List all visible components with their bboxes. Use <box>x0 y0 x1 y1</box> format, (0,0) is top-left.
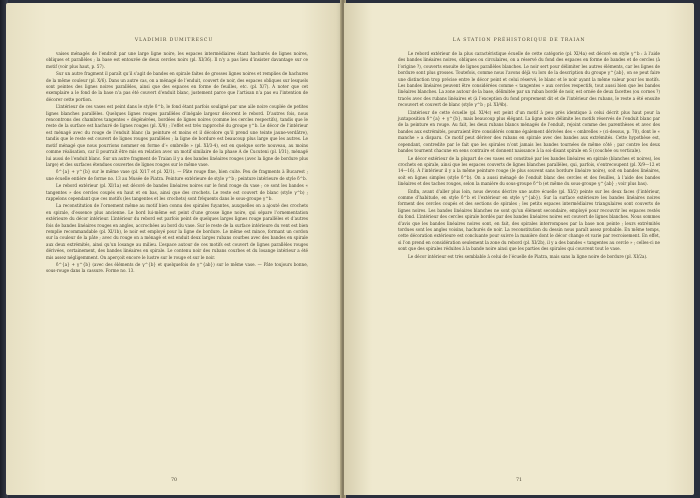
paragraph: Le rebord extérieur de la plus caractéristique écuelle de cette catégorie (pl. XI/4a) est décoré en style γ^b : à l’aide des bandes linéaires noires, obliques ou circulaires, on a réservé du fond des espaces en forme de bandes et de cercles (à l’origine ?), couverts ensuite de lignes parallèles blanches. Le noir sert pour délimiter les autres éléments, car les lignes de bordure sont plus grosses. Toutefois, comme nous l’avons déjà vu lors de la description du groupe γ^{ab}, on se peut faire une distinction trop précise entre le décor peint et celui réservé, le blanc et le noir ayant la même valeur pour les motifs. Les bandes linéaires peuvent être considérées comme « tangentes » aux cercles respectifs, tout aussi bien que les bandes linéaires blanches. La zone autour de la base, délimitée par un ruban bordé de noir, est ornée de deux facettes (ou cornes ?) tracés avec des rubans linéaires et (à l’exception du fond proprement dit et de l’intérieur des rubans, le reste a été ensuite recouvert et couvert de blanc (style γ^b ; pl. XI/4b). <box>398 51 660 108</box>
paragraph: Enfin, avant d’aller plus loin, nous devons décrire une autre écuelle (pl. XI/2) peinte sur les deux faces (l’intérieur, comme d’habitude, en style δ^b et l’extérieur en style γ^{ab}). Sur la surface extérieure les bandes linéaires noires forment des cercles coupés et des sections de spirales ; les petits espaces intermédiaires triangulaires sont couverts de lignes noires. Les bandes linéaires blanches ne sont qu’un élément secondaire, employé pour recouvrir les espaces restés du fond. L’intérieur des cercles spirale bordés par des bandes linéaires noires est couvert de lignes blanches. Nous sommes d’avis que les bandes linéaires noires sont, en fait, des spirales interrompues par la base non peinte ; leurs extrémités tordues sont les angles voisins, hachurés de noir. La reconstitution du dessin nous paraît assez probable. En même temps, cette décoration extérieure est concluante pour suivre la manière dont le décor change et varie par recroisement. En effet, si l’on prend en considération seulement la zone du rebord (pl. XI/2b), il y a des bandes « tangentes au cercle » ; celles-ci ne sont que des spirales réduites à la bande noire ainsi que les parties des spirales qui couvrent tout le vase. <box>398 188 661 252</box>
left-page-body <box>46 51 308 276</box>
paragraph: δ^{a} + γ^{b} sur le même vase (pl. X/17 et pl. XI/1). — Pâte rouge fine, bien cuite. Peu de fragments à Bucarest ; une écuelle entière de forme no. 13 au Musée de Piatra. Peinture extérieure de style γ^b ; peinture intérieure de style δ^b. <box>46 169 308 181</box>
running-header-right: LA STATION PRÉHISTORIQUE DE TRAIAN <box>452 38 586 43</box>
page-number-left: 70 <box>170 478 178 483</box>
running-header-left: VLADIMIR DUMITRESCU <box>134 38 214 43</box>
right-page-body <box>398 51 660 261</box>
paragraph: Sur un autre fragment il paraît qu’il s’agit de bandes en spirale faites de grosses lignes noires et remplies de hachures de la même couleur (pl. X/6). Dans un autre cas, on a ménagé de l’enduit, couvert de noir, des espaces obliques sur lesquels sont peintes des lignes noires parallèles, ainsi que des espaces en forme de feuilles, etc. (pl. X/7). À noter que cet exemplaire a le fond de la base n’a pas été couvert d’enduit blanc, justement parce que l’artisan n’a pas eu l’intention de décorer cette portion. <box>46 71 308 102</box>
paragraph: vaises ménagés de l’endroit par une large ligne noire, les espaces intermédiaires étant hachurés de lignes noires, obliques et parallèles ; la base est entourée de deux cercles noirs (pl. XI/36). Il n’y a pas lieu d’insister davantage sur ce motif (voir plus haut, p. 57). <box>46 51 308 69</box>
paragraph: Le décor intérieur est très semblable à celui de l’écuelle de Piatra, mais sans la ligne noire de bordure (pl. XI/2a). <box>408 253 648 259</box>
right-page <box>344 3 694 495</box>
paragraph: Le rebord extérieur (pl. XI/1a) est décoré de bandes linéaires noires sur le fond rouge du vase ; ce sont les bandes « tangentes » des cercles coupés en haut et en bas, ainsi que des crochets. Le reste est couvert de blanc (style γ^b) ; rappelons cependant que ces motifs (les tangentes et les crochets) sont fréquents dans le sous-groupe γ^b. <box>46 183 308 201</box>
paragraph: L’intérieur de ces vases est peint dans le style δ^b, le fond étant parfois souligné par une aile noire couplée de petites lignes blanches parallèles. Quelques lignes rouges parallèles d’inégale largeur décorent le rebord. D’autres fois, nous rencontrons des chambres tangentes « dégénérées, bordées de lignes noires (comme les cercles respectifs), tandis que le reste de la surface est hachuré de lignes rouges (pl. X/8) ; l’effet est très rapproché du groupe γ^b. Le décor de l’intérieur est ménagé avec du rouge de l’enduit blanc (la peinture et moins et il décolore qu’il prend une teinte jaune-verdâtre), tandis que le reste est couvert de lignes rouges parallèles ; la ligne de bordure est beaucoup plus large que les autres. Le motif ménagé que nous pourrions nommer en forme d’« ombrelle » (pl. XI/3-4), est en quelque sorte nouveau, au moins comme réalisation, car il pourrait être mis en relation avec un motif similaire de la phase A de Cucuteni (pl. I/31), ménagé lui aussi de l’enduit blanc. Sur un autre fragment de Traian il y a des bandes linéaires rouges (avec la ligne de bordure plus large) et des surfaces étendues couvertes de lignes rouges sur le même vase. <box>46 104 308 167</box>
page-number-right: 71 <box>515 478 523 483</box>
paragraph: δ^{a} + γ^{b} (avec des éléments de γ^{b} et quelquefois de γ^{ab}) sur le même vase. — Pâte toujours bonne, sous-rouge dans la cassure. Forme no. 13. <box>46 262 308 274</box>
left-page <box>6 3 342 495</box>
paragraph: Le décor extérieur de la plupart de ces vases est constitué par les bandes linéaires en spirale (blanches et noires), les crochets en spirale, ainsi que les espaces couverts de lignes blanches parallèles, qui, parfois, s’entrecoupent (pl. X/9—12 et 14—16). À l’intérieur il y a la même peinture rouge (le plus souvent sans bordure linéaire noire), soit en bandes linéaires, soit en lignes simples (style δ^b). On a aussi ménagé de l’enduit blanc des cercles et des feuilles, à l’aide des bandes linéaires et des taches rouges, selon la manière du sous-groupe δ^b (et même du sous-groupe γ^{ab} ; voir plus bas). <box>398 155 660 187</box>
paragraph: L’intérieur de cette écuelle (pl. XI/4c) est peint d’un motif à peu près identique à celui décrit plus haut pour la juxtaposition δ^{a} + γ^{b}, mais beaucoup plus élégant. La ligne noire délimite les motifs réservés de l’enduit blanc par de la peinture en rouge. Au fait, les deux rubans blancs ménagés de l’enduit, rejoint comme des parenthèses et avec des bandes aux extrémités, pourraient être considérés comme également dérivées des « ombrelles » (ci-dessus, p. 70), dont le « manche » a disparu. Ce motif peut dériver des rubans en spirale avec des bandes aux extrémités. Cette hypothèse est, cependant, contredite par le fait que les spirales n’ont jamais les bandes tournées de même côté ; par contre les deux bandes tournent chacune en sens contraire et donnent naissance à la soi-disant spirale en S (couchée ou verticale). <box>398 109 660 154</box>
paragraph: La reconstitution de l’ornement même au motif bien connu des spirales fuyantes, auxquelles on a ajouté des crochets en spirale, d’essence plus ancienne. Le bord lui-même est peint d’une grosse ligne noire, qui sépare l’ornementation extérieure du décor intérieur. L’intérieur du rebord est parfois peint de quelques larges lignes rouge parallèles et d’autres fois de bandes linéaires rouges en angles, accrochées au bord du vase. Sur le reste de la surface intérieure du vent est bien remplie recommandable (pl. XI/1b), le noir est employé pour la ligne de bordure. Le même est mince, formant un cordon sur la couleur de la pâte ; avec du rouge on a ménagé et est enduit deux larges rubans courbes avec des bandes en spirale aux deux extrémités, ainsi qu’un losange au milieu. L’espace autour de ces motifs est couvert de lignes parallèles rouges dérivées, certainement, des bandes linéaires en spirale. Le contenu noir des rubans courbes et du losange intérieur a été mis assez négligemment. On aperçoit encore le lustre sur le rouge et sur le noir. <box>46 203 308 260</box>
